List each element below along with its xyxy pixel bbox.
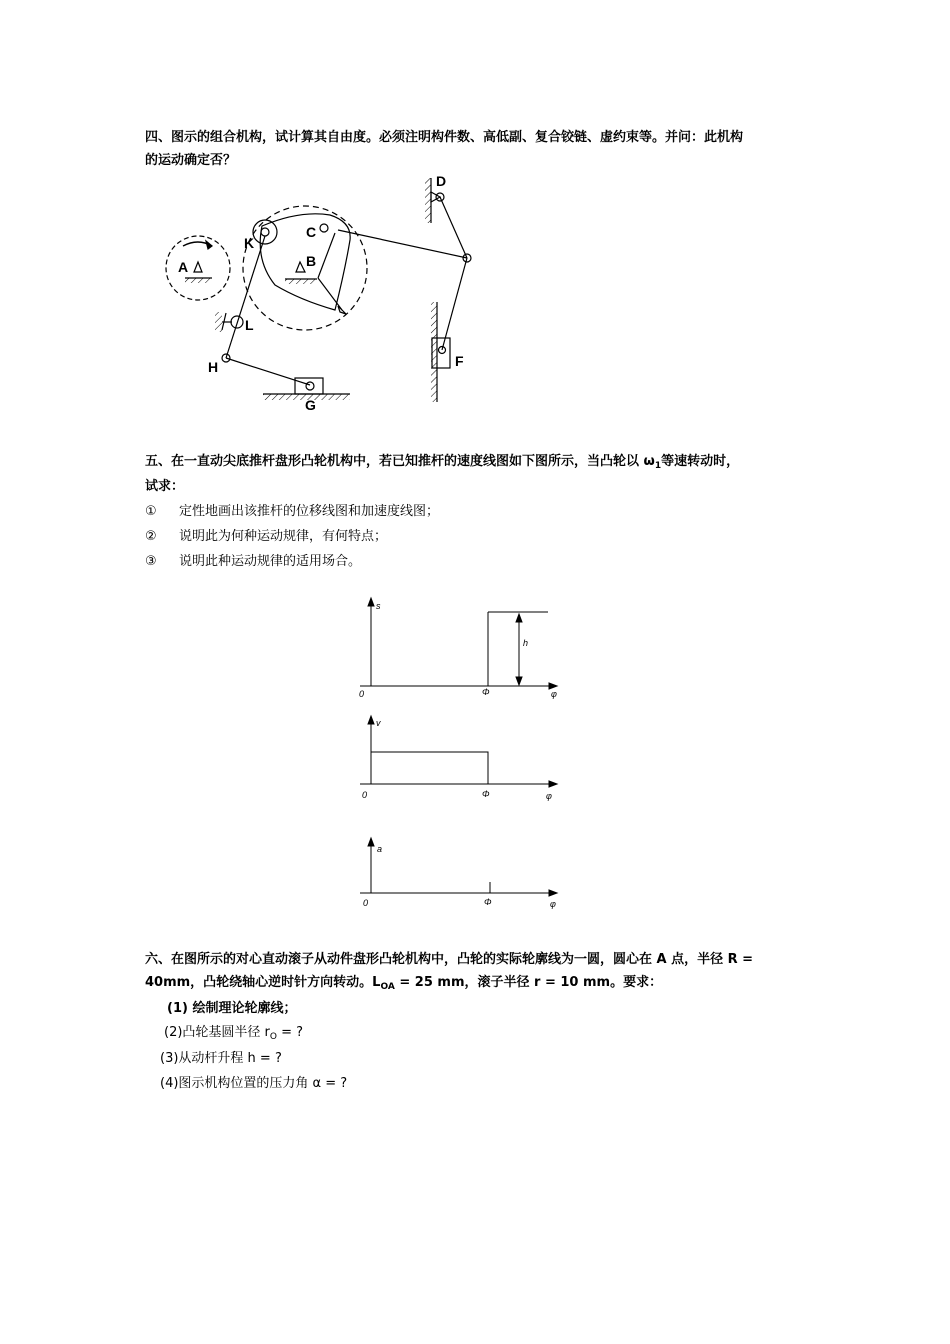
q6-line-2-a: 40mm，凸轮绕轴心逆时针方向转动。L (145, 975, 381, 990)
q5-item-3-num: ③ (145, 554, 157, 569)
label-a: A (178, 259, 189, 275)
a-x-label: φ (550, 899, 556, 909)
s-x-label: φ (551, 689, 557, 699)
q6-item-2-text: (2)凸轮基圆半径 r (164, 1025, 270, 1040)
q5-item-2-num: ② (145, 529, 157, 544)
s-origin: 0 (359, 689, 365, 699)
loa-subscript: OA (380, 982, 395, 992)
q6-item-1: (1) 绘制理论轮廓线； (167, 1001, 297, 1016)
a-tick-phi: Φ (484, 897, 492, 907)
q5-line-2: 试求： (145, 479, 185, 494)
q5-item-2-text: 说明此为何种运动规律，有何特点； (179, 529, 388, 544)
s-tick-phi: Φ (482, 687, 490, 697)
q4-line-1: 四、图示的组合机构，试计算其自由度。必须注明构件数、高低副、复合铰链、虚约束等。并问：此机构 (145, 130, 744, 145)
label-l: L (245, 317, 254, 333)
label-f: F (455, 353, 464, 369)
q5-line-1-text: 五、在一直动尖底推杆盘形凸轮机构中，若已知推杆的速度线图如下图所示，当凸轮以 ω (145, 454, 655, 469)
velocity-chart (360, 716, 557, 787)
label-c: C (306, 224, 317, 240)
v-axis-label: v (376, 718, 381, 728)
label-b: B (306, 253, 317, 269)
a-axis-label: a (377, 844, 383, 854)
q6-item-3: (3)从动杆升程 h = ? (160, 1051, 282, 1066)
v-tick-phi: Φ (482, 789, 490, 799)
q6-line-2 (145, 974, 662, 996)
q5-item-1-text: 定性地画出该推杆的位移线图和加速度线图； (179, 504, 440, 519)
s-height-label: h (523, 638, 529, 648)
q6-item-2 (164, 1024, 303, 1046)
label-k: K (244, 235, 255, 251)
omega-subscript: 1 (654, 461, 662, 471)
ro-subscript: O (269, 1032, 277, 1042)
q5-item-1-num: ① (145, 504, 157, 519)
label-g: G (305, 397, 316, 413)
q6-line-1: 六、在图所示的对心直动滚子从动件盘形凸轮机构中，凸轮的实际轮廓线为一圆，圆心在 A 点，半径 R = (145, 952, 754, 967)
a-origin: 0 (363, 898, 369, 908)
q4-line-2: 的运动确定否？ (145, 153, 237, 168)
q6-line-2-b: = 25 mm，滚子半径 r = 10 mm。要求： (394, 975, 663, 990)
v-x-label: φ (546, 791, 552, 801)
q6-item-4: (4)图示机构位置的压力角 α = ? (160, 1076, 348, 1091)
v-origin: 0 (362, 790, 368, 800)
q5-item-3-text: 说明此种运动规律的适用场合。 (179, 554, 362, 569)
s-axis-label: s (376, 601, 381, 611)
label-d: D (436, 173, 447, 189)
label-h: H (208, 359, 219, 375)
acceleration-chart (360, 838, 557, 896)
q6-item-2-tail: = ? (277, 1025, 304, 1040)
q5-line-1-end: 等速转动时， (661, 454, 740, 469)
